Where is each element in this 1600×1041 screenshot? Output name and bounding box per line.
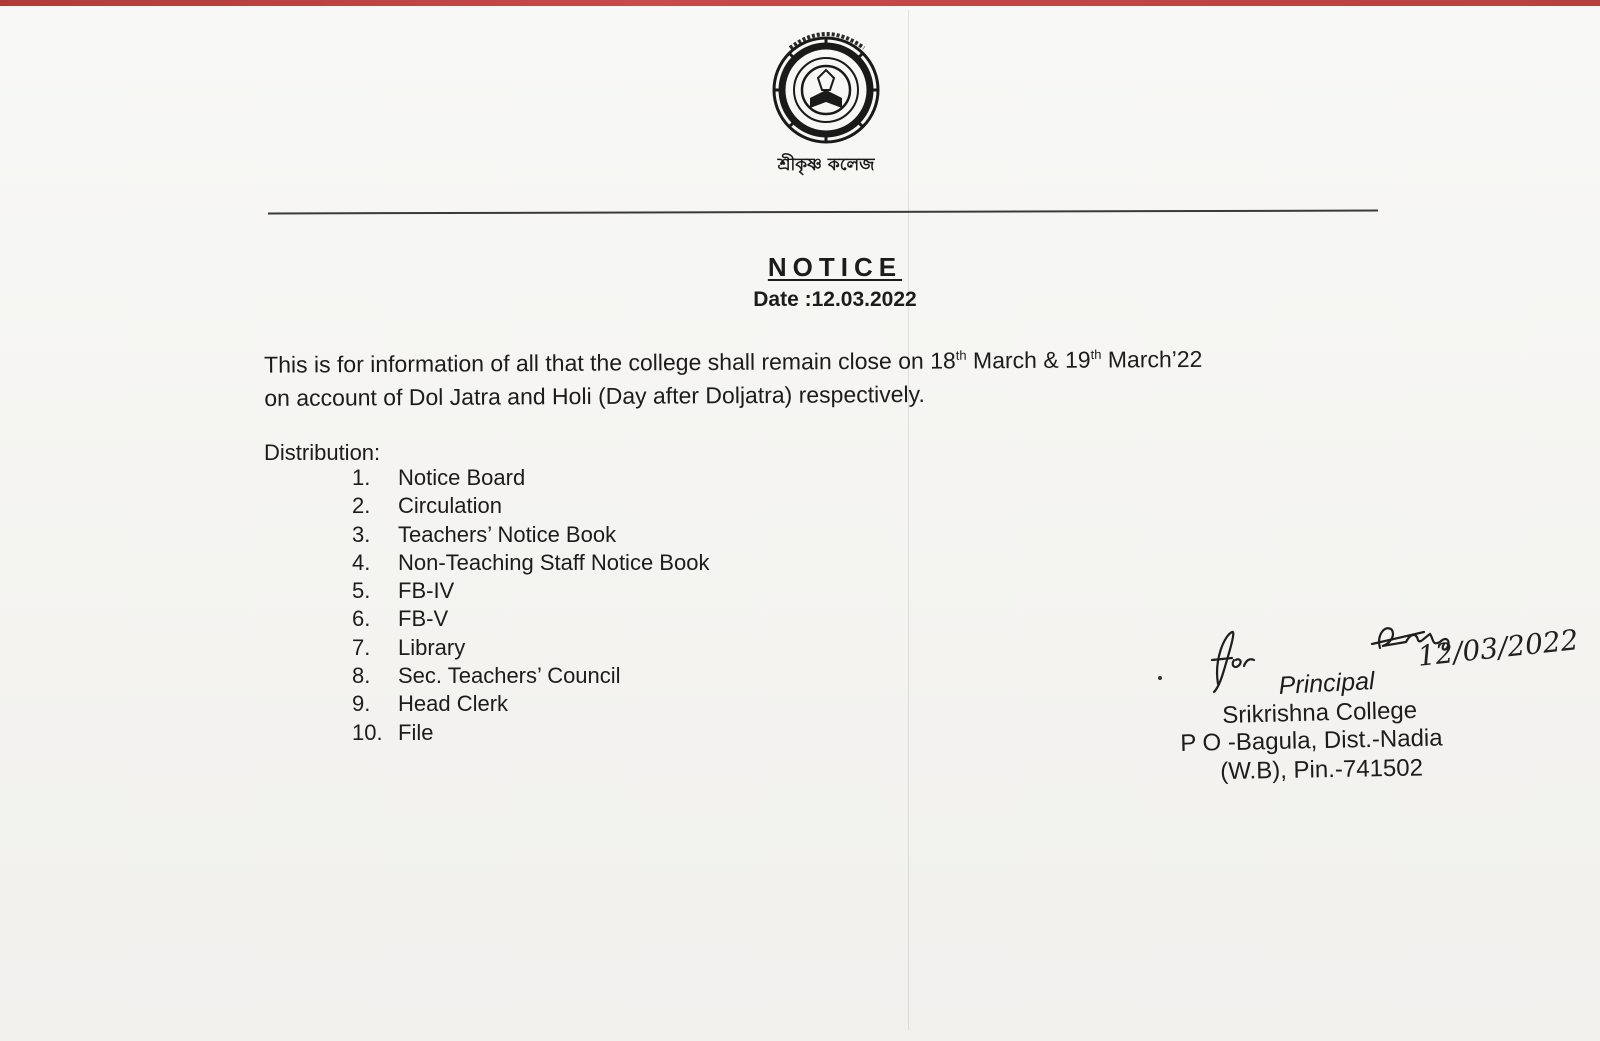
list-item: 5. FB-IV	[352, 578, 455, 604]
paper-fold-line	[908, 10, 909, 1030]
list-item: 7. Library	[352, 634, 466, 660]
list-item: 1. Notice Board	[352, 465, 526, 490]
list-item: 10. File	[352, 719, 434, 745]
list-item: 8. Sec. Teachers’ Council	[352, 663, 621, 689]
list-item: 6. FB-V	[352, 606, 449, 632]
signatory-principal: Principal	[1278, 666, 1376, 700]
list-item: 2. Circulation	[352, 493, 502, 519]
college-seal-icon	[760, 18, 892, 178]
college-seal-label: শ্রীকৃষ্ণ কলেজ	[777, 155, 875, 175]
list-item: 3. Teachers’ Notice Book	[352, 521, 617, 547]
distribution-label: Distribution:	[264, 440, 381, 465]
signature-handwritten-date: 12/03/2022	[1416, 623, 1580, 673]
stray-ink-dot	[1158, 676, 1162, 680]
notice-body	[264, 336, 1404, 415]
distribution-list	[352, 464, 709, 747]
notice-title: NOTICE	[767, 252, 903, 282]
list-item: 4. Non-Teaching Staff Notice Book	[352, 549, 710, 575]
notice-date: Date :12.03.2022	[753, 288, 917, 311]
list-item: 9. Head Clerk	[352, 691, 509, 717]
signatory-college: Srikrishna College	[1222, 696, 1418, 729]
notice-body-line-2: on account of Dol Jatra and Holi (Day after Doljatra) respectively.	[264, 380, 925, 411]
signatory-address-po: P O -Bagula, Dist.-Nadia	[1180, 724, 1443, 757]
notice-body-line-1: This is for information of all that the college shall remain close on 18th March & 19th March’22	[264, 345, 1203, 378]
signatory-address-pin: (W.B), Pin.-741502	[1220, 754, 1424, 785]
